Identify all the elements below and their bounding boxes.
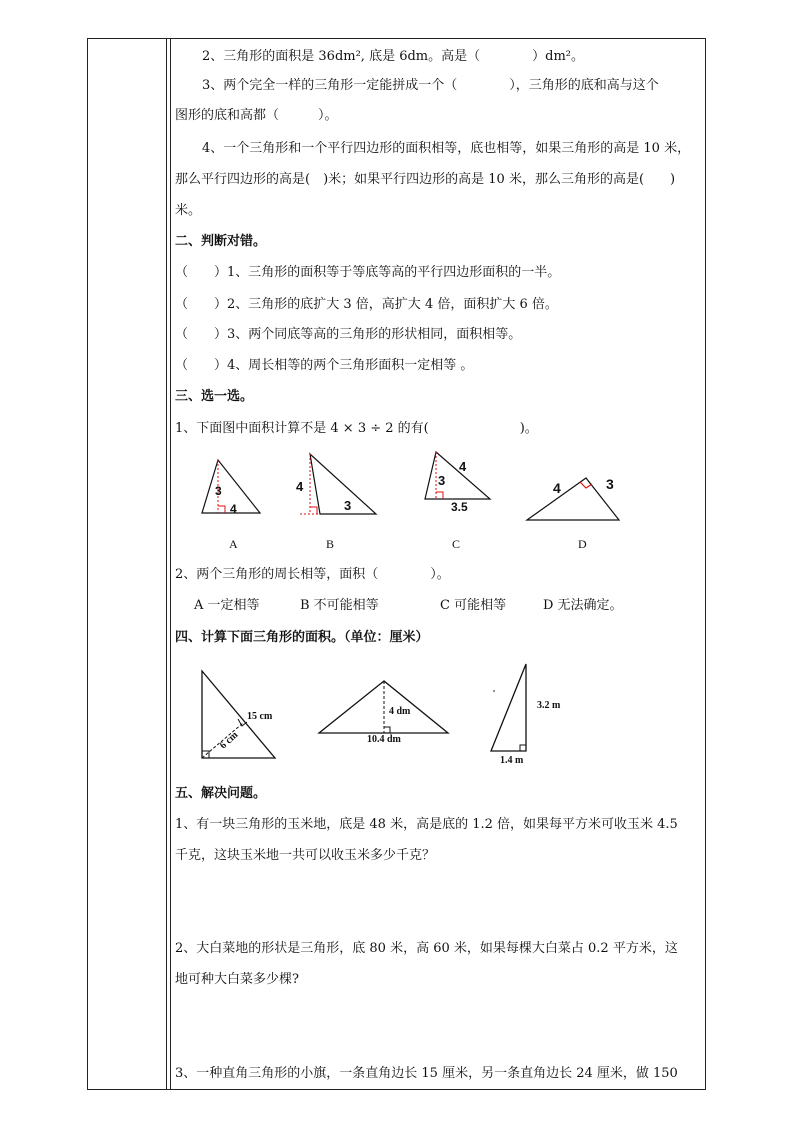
section-heading-choose: 三、选一选。 xyxy=(175,389,254,404)
figure-c-letter: C xyxy=(452,537,461,551)
calc-figure-3-dot xyxy=(493,690,495,692)
choose-option-a: A 一定相等 xyxy=(194,598,260,613)
figure-b-triangle xyxy=(310,454,376,514)
figure-a-base-label: 4 xyxy=(230,502,237,516)
figure-b-letter: B xyxy=(326,537,335,551)
figure-a-letter: A xyxy=(229,537,238,551)
figure-c-right-angle-mark xyxy=(436,492,443,499)
choose-option-d: D 无法确定。 xyxy=(543,598,623,613)
calc-figure-1-height-label: 6 cm xyxy=(217,729,241,752)
calc-figure-3-base-label: 1.4 m xyxy=(500,755,524,766)
figure-b-right-angle-mark xyxy=(310,507,317,514)
figure-a-height-label: 3 xyxy=(215,484,222,498)
section-heading-solve: 五、解决问题。 xyxy=(175,786,267,801)
judge-item-2: （ ）2、三角形的底扩大 3 倍，高扩大 4 倍，面积扩大 6 倍。 xyxy=(175,297,558,312)
choose-question-1: 1、下面图中面积计算不是 4 × 3 ÷ 2 的有( )。 xyxy=(175,421,538,436)
fill-question-4-line3: 米。 xyxy=(175,203,202,218)
solve-question-2-line1: 2、大白菜地的形状是三角形，底 80 米，高 60 米，如果每棵大白菜占 0.2 平方米，这 xyxy=(175,941,678,956)
section-heading-calc: 四、计算下面三角形的面积。（单位：厘米） xyxy=(175,630,429,645)
calc-figure-1-hypotenuse-label: 15 cm xyxy=(247,711,273,722)
judge-item-3: （ ）3、两个同底等高的三角形的形状相同，面积相等。 xyxy=(175,327,522,342)
calc-figure-2-height-label: 4 dm xyxy=(389,706,411,717)
calc-figure-3-right-angle-mark xyxy=(520,745,526,751)
figure-d-letter: D xyxy=(578,537,587,551)
calc-figure-2-base-label: 10.4 dm xyxy=(367,734,401,745)
fill-question-4-line1: 4、一个三角形和一个平行四边形的面积相等，底也相等，如果三角形的高是 10 米， xyxy=(202,141,691,156)
figure-c xyxy=(420,449,495,504)
calc-figure-3-triangle xyxy=(491,664,526,751)
calc-figure-2-right-angle-mark xyxy=(384,727,390,733)
choose-option-c: C 可能相等 xyxy=(440,598,507,613)
solve-question-1-line2: 千克，这块玉米地一共可以收玉米多少千克？ xyxy=(175,848,436,863)
judge-item-4: （ ）4、周长相等的两个三角形面积一定相等 。 xyxy=(175,358,474,373)
figure-c-triangle xyxy=(425,452,490,499)
choose-question-2: 2、两个三角形的周长相等，面积（ ）。 xyxy=(175,567,450,582)
fill-question-2: 2、三角形的面积是 36dm², 底是 6dm。高是（ ）dm²。 xyxy=(202,49,584,64)
calc-figure-3-height-label: 3.2 m xyxy=(537,700,561,711)
calc-figure-2 xyxy=(316,678,452,738)
figure-c-height-label: 3 xyxy=(438,473,446,488)
solve-question-2-line2: 地可种大白菜多少棵? xyxy=(175,972,299,987)
column-divider-left xyxy=(166,39,167,1089)
calc-figure-3 xyxy=(486,660,536,755)
figure-d-side-b-label: 3 xyxy=(606,476,614,492)
figure-b-base-label: 3 xyxy=(344,498,352,513)
fill-question-3-line2: 图形的底和高都（ ）。 xyxy=(175,108,338,123)
figure-c-base-label: 3.5 xyxy=(451,500,468,514)
solve-question-3-line1: 3、一种直角三角形的小旗，一条直角边长 15 厘米，另一条直角边长 24 厘米，做 150 xyxy=(175,1066,678,1081)
section-heading-judge: 二、判断对错。 xyxy=(175,234,267,249)
figure-c-side-label: 4 xyxy=(459,459,467,474)
fill-question-4-line2: 那么平行四边形的高是( )米；如果平行四边形的高是 10 米，那么三角形的高是( ) xyxy=(175,172,676,187)
figure-b xyxy=(300,452,380,517)
solve-question-1-line1: 1、有一块三角形的玉米地，底是 48 米，高是底的 1.2 倍，如果每平方米可收玉米 4.5 xyxy=(175,817,678,832)
figure-b-height-label: 4 xyxy=(296,479,304,494)
fill-question-3-line1: 3、两个完全一样的三角形一定能拼成一个（ ），三角形的底和高与这个 xyxy=(202,78,659,93)
figure-d-side-a-label: 4 xyxy=(553,480,561,496)
column-divider-right xyxy=(170,39,171,1089)
judge-item-1: （ ）1、三角形的面积等于等底等高的平行四边形面积的一半。 xyxy=(175,265,561,280)
figure-a-right-angle-mark xyxy=(218,506,225,513)
choose-option-b: B 不可能相等 xyxy=(300,598,379,613)
worksheet-table xyxy=(87,38,706,1090)
